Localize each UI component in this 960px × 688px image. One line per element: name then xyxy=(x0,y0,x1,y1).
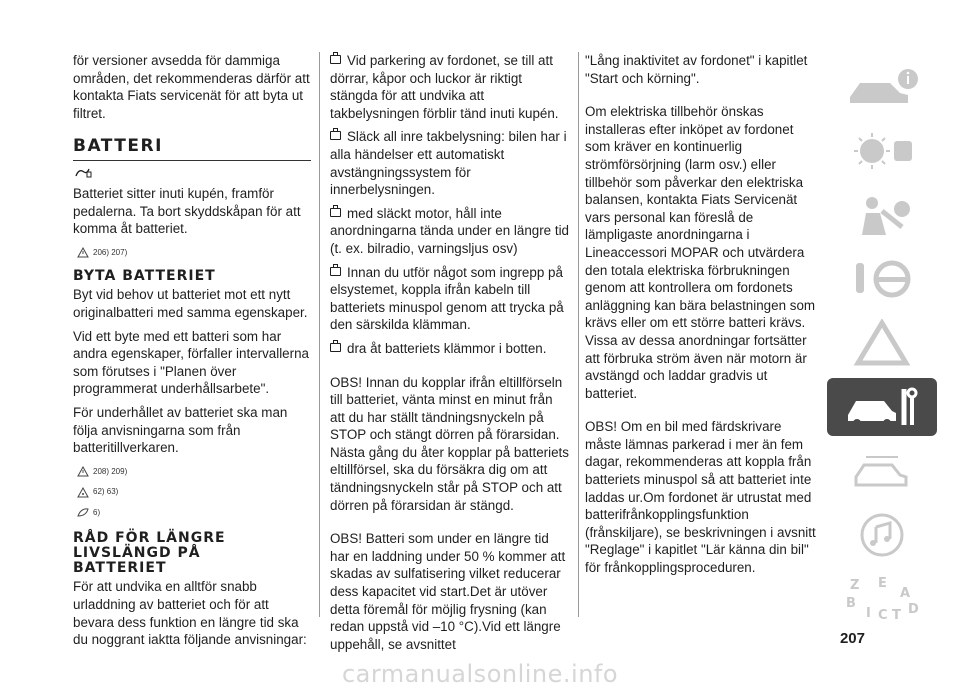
tab-maintenance[interactable] xyxy=(827,378,937,436)
warning-refs-206-207: 206) 207) xyxy=(77,244,311,262)
battery-location-text: Batteriet sitter inuti kupén, framför pedalerna. Ta bort skyddskåpan för att komma åt batteriet. xyxy=(73,185,301,237)
index-letter: C xyxy=(878,608,888,623)
index-letter: B xyxy=(846,596,856,611)
replace-paragraph-2: Vid ett byte med ett batteri som har andra egenskaper, förfaller intervallerna som förutses i "Planen över programmerat underhållsarbete". xyxy=(73,328,309,397)
index-letter: E xyxy=(878,576,887,591)
battery-bullet-icon xyxy=(330,131,341,140)
replace-paragraph-3: För underhållet av batteriet ska man följa anvisningarna som från batteritillverkaren. xyxy=(73,404,288,456)
advice-text: För att undvika en alltför snabb urladdning av batteriet och för att bevara dess funktion en längre tid ska du noggrant iaktta följande anvisningar: xyxy=(73,579,307,648)
paragraph-accessories: Om elektriska tillbehör önskas installeras efter inköpet av fordonet som kräver en kontinuerlig strömförsörjning (larm osv.) eller tillbehör som påverkar den elektriska balansen, kontakta Fiats Servicenät vars personal kan föreslå de lämpligaste anordningarna i Lineaccessori MOPAR och utvärdera den totala elektriska förbrukningen genom att kontrollera om fordonets anläggning kan bära belastningen som krävs eller om ett större batteri krävs. Vissa av dessa anordningar fortsätter att förbruka ström även när motorn är avstängd och laddar gradvis ut batteriet. xyxy=(585,104,816,401)
index-letter: A xyxy=(900,586,911,601)
tab-technical-data[interactable] xyxy=(827,442,937,500)
index-letter: Z xyxy=(850,578,860,593)
bullet-item: Innan du utför något som ingrepp på elsystemet, koppla ifrån kabeln till batteriets minuspol genom att trycka på den särskilda klämman. xyxy=(330,264,564,333)
tab-emergency[interactable] xyxy=(827,314,937,372)
battery-bullet-icon xyxy=(330,208,341,217)
page-number: 207 xyxy=(839,630,865,647)
watermark: carmanualsonline.info xyxy=(341,660,619,688)
obs-note-2: OBS! Batteri som under en längre tid har en laddning under 50 % kommer att skadas av sulfatisering vilket reducerar dess kapacitet vid start.Det är utöver detta föremål för möjlig frysning (kan redan uppstå vid –10 °C).Vid ett längre uppehåll, se avsnittet xyxy=(330,531,566,652)
caution-refs-62-63: 62) 63) xyxy=(77,483,311,501)
airbag-safety-icon xyxy=(842,191,922,239)
column-divider xyxy=(319,52,320,617)
bullet-item: Släck all inre takbelysning: bilen har i alla händelser ett automatiskt avstängningssystem för innerbelysningen. xyxy=(330,129,567,198)
paragraph-long-inactivity: "Lång inaktivitet av fordonet" i kapitlet "Start och körning". xyxy=(585,53,808,86)
warning-triangle-icon xyxy=(842,319,922,367)
index-letter: I xyxy=(866,606,871,621)
bullet-item: Vid parkering av fordonet, se till att dörrar, kåpor och luckor är riktigt stängda för att undvika att takbelysningen förblir tänd inuti kupén. xyxy=(330,53,559,121)
column-divider xyxy=(578,52,579,617)
tab-safety[interactable] xyxy=(827,186,937,244)
car-maintenance-icon xyxy=(842,383,922,431)
index-letter: D xyxy=(908,602,919,617)
replace-paragraph-1: Byt vid behov ut batteriet mot ett nytt originalbatteri med samma egenskaper. xyxy=(73,287,308,320)
battery-bullet-icon xyxy=(330,267,341,276)
caution-icon xyxy=(77,487,89,498)
car-specs-icon xyxy=(842,447,922,495)
column-right xyxy=(585,52,817,583)
heading-replace-battery: BYTA BATTERIET xyxy=(73,268,216,285)
car-info-icon xyxy=(842,63,922,111)
obs-note-1: OBS! Innan du kopplar ifrån eltillförseln till batteriet, vänta minst en minut från att du har ställt tändningsnyckeln på STOP och stängt dörren på förarsidan. Nästa gång du åter kopplar på batteriets eltillförsel, ska du försäkra dig om att tändningsnyckeln står på STOP och att dörren på förarsidan är stängd. xyxy=(330,374,569,513)
column-left xyxy=(73,52,311,655)
warning-triangle-icon xyxy=(77,247,89,258)
section-heading-battery: BATTERI xyxy=(73,136,311,161)
heading-battery-life: RÅD FÖR LÄNGRE LIVSLÄNGD PÅ BATTERIET xyxy=(73,530,226,577)
environment-icon xyxy=(77,507,89,518)
chapter-tabs xyxy=(827,58,937,634)
intro-paragraph: för versioner avsedda för dammiga områden, det rekommenderas därför att kontakta Fiats servicenät för att byta ut filtret. xyxy=(73,53,310,121)
bullet-item: dra åt batteriets klämmor i botten. xyxy=(330,340,570,358)
warning-triangle-icon xyxy=(77,466,89,477)
index-letter: T xyxy=(892,608,901,623)
tab-multimedia[interactable] xyxy=(827,506,937,564)
battery-bullet-icon xyxy=(330,343,341,352)
environment-note-icon xyxy=(75,165,311,183)
battery-bullet-icon xyxy=(330,55,341,64)
multimedia-icon xyxy=(842,511,922,559)
warning-refs-208-209: 208) 209) xyxy=(77,463,311,481)
tab-starting-driving[interactable] xyxy=(827,250,937,308)
tab-dashboard[interactable] xyxy=(827,122,937,180)
tab-index[interactable] xyxy=(827,570,937,628)
tab-car-info[interactable] xyxy=(827,58,937,116)
paragraph-tachograph: OBS! Om en bil med färdskrivare måste lämnas parkerad i mer än fem dagar, rekommenderas att koppla från batteriets minuspol så att batteriet inte laddas ur.Om fordonet är utrustat med batterifrånkopplingsfunktion (frånskiljare), se beskrivningen i avsnitt "Reglage" i kapitlet "Lär känna din bil" för frånkopplingsproceduren. xyxy=(585,419,816,576)
bullet-item: med släckt motor, håll inte anordningarna tända under en längre tid (t. ex. bilradio, varningsljus osv) xyxy=(330,205,569,256)
column-middle xyxy=(330,52,570,659)
key-steering-wheel-icon xyxy=(842,255,922,303)
alphabetical-index-icon xyxy=(842,575,922,623)
dashboard-lights-icon xyxy=(842,127,922,175)
environment-refs-6: 6) xyxy=(77,504,311,522)
